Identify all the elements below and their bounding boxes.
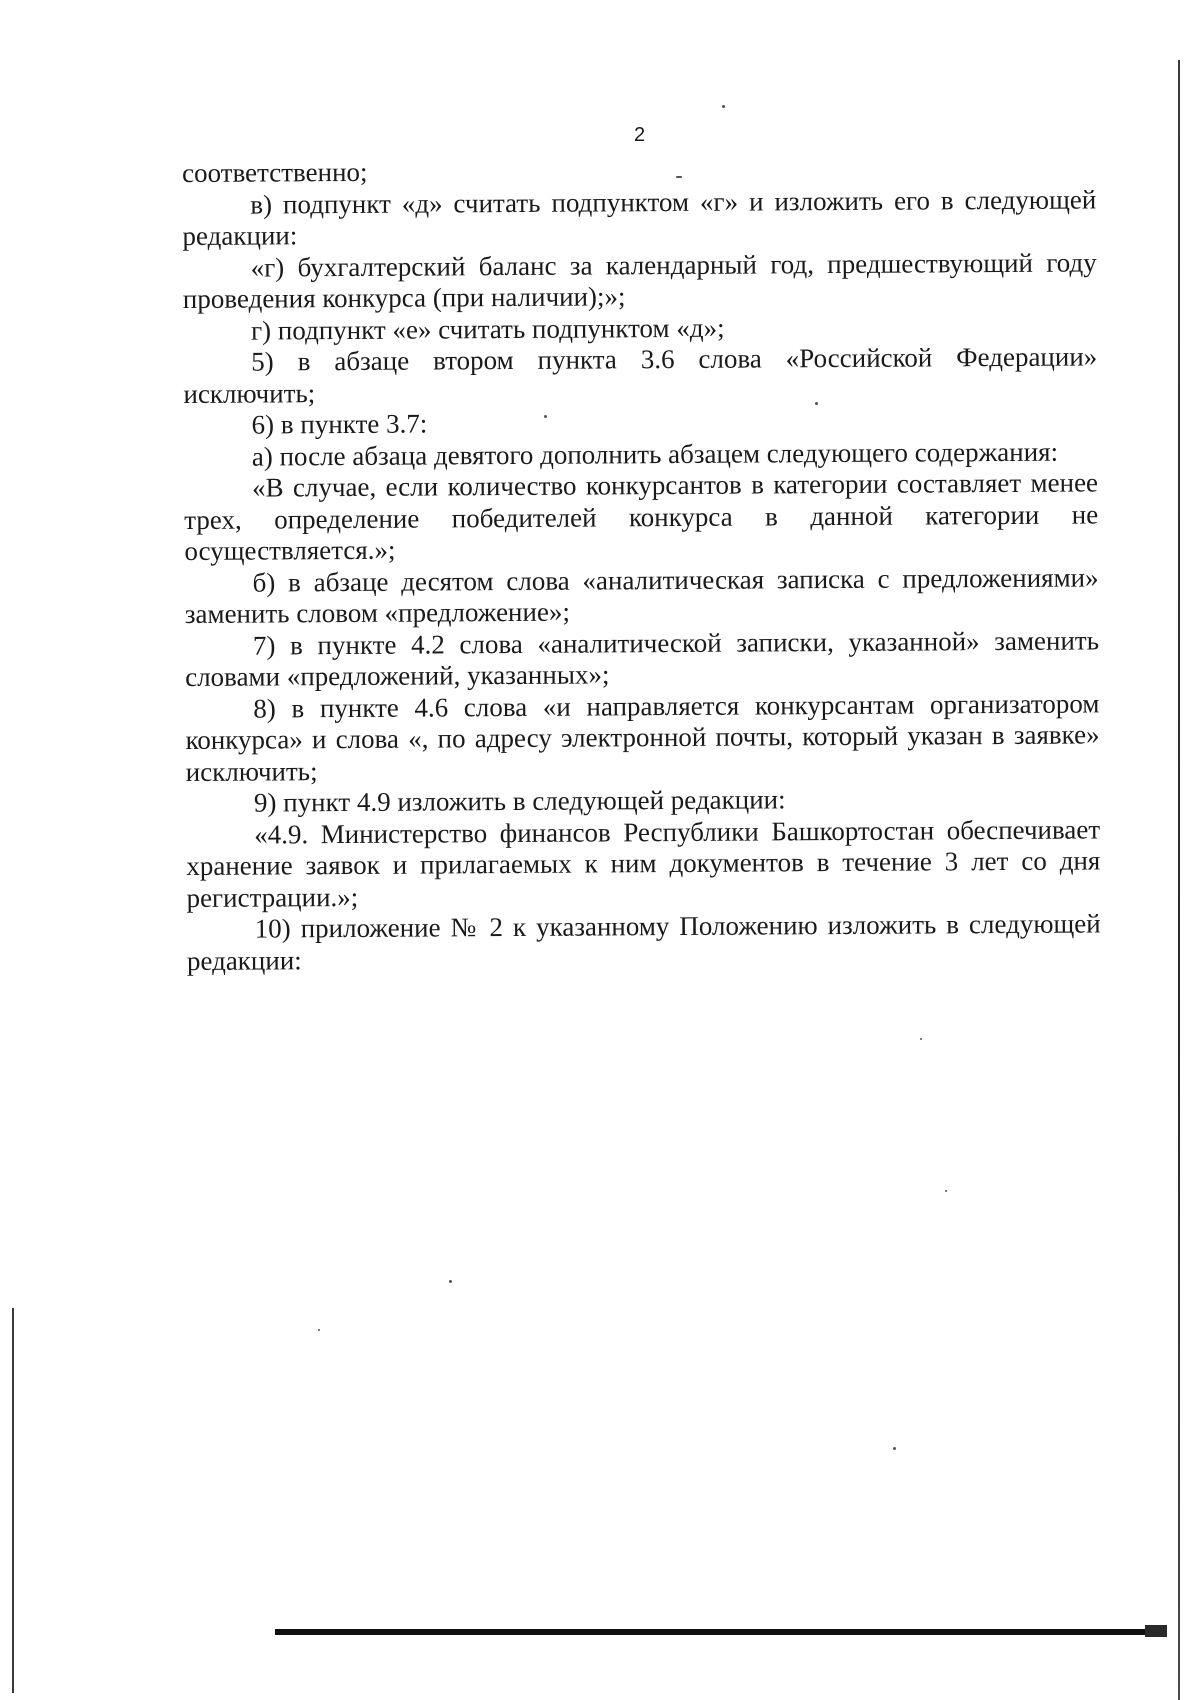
scan-speck xyxy=(318,1329,320,1331)
scan-speck xyxy=(544,415,547,418)
paragraph: 6) в пункте 3.7: xyxy=(251,408,428,440)
paragraph: г) подпункт «е» считать подпунктом «д»; xyxy=(250,312,725,346)
scan-speck xyxy=(722,105,725,108)
scan-speck xyxy=(815,402,818,405)
paragraph: 7) в пункте 4.2 слова «аналитической записки, указанной» заменить словами «предложений, указанных»; xyxy=(185,624,1100,692)
scan-speck xyxy=(676,176,682,178)
paragraph: соответственно; xyxy=(182,156,368,188)
paragraph: 8) в пункте 4.6 слова «и направляется конкурсантам организатором конкурса» и слова «, по адресу электронной почты, который указан в заявке» исключить; xyxy=(185,687,1100,787)
scan-edge-line xyxy=(12,1308,14,1693)
paragraph: а) после абзаца девятого дополнить абзацем следующего содержания: xyxy=(251,436,1059,472)
page-number: 2 xyxy=(634,124,646,146)
scan-speck xyxy=(920,1038,922,1040)
paragraph: 9) пункт 4.9 изложить в следующей редакции: xyxy=(253,784,786,818)
scan-bottom-bar xyxy=(275,1629,1165,1635)
scan-speck xyxy=(893,1447,896,1450)
scan-speck xyxy=(449,1280,452,1283)
paragraph: «4.9. Министерство финансов Республики Башкортостан обеспечивает хранение заявок и прилагаемых к ним документов в течение 3 лет со дня регистрации.»; xyxy=(186,813,1101,913)
paragraph: 5) в абзаце втором пункта 3.6 слова «Российской Федерации» исключить; xyxy=(183,341,1098,409)
paragraph: б) в абзаце десятом слова «аналитическая записка с предложениями» заменить словом «предложение»; xyxy=(184,561,1099,629)
scan-speck xyxy=(945,1190,947,1192)
paragraph: 10) приложение № 2 к указанному Положению изложить в следующей редакции: xyxy=(186,908,1101,976)
document-body xyxy=(182,152,1101,977)
paragraph: в) подпункт «д» считать подпунктом «г» и изложить его в следующей редакции: xyxy=(182,183,1097,251)
scan-bottom-bar-end xyxy=(1145,1625,1167,1637)
paragraph: «В случае, если количество конкурсантов в категории составляет менее трех, определение победителей конкурса в данной категории не осуществляется.»; xyxy=(184,467,1099,566)
paragraph: «г) бухгалтерский баланс за календарный год, предшествующий году проведения конкурса (при наличии);»; xyxy=(182,246,1097,314)
scan-edge-line xyxy=(1178,60,1180,1700)
